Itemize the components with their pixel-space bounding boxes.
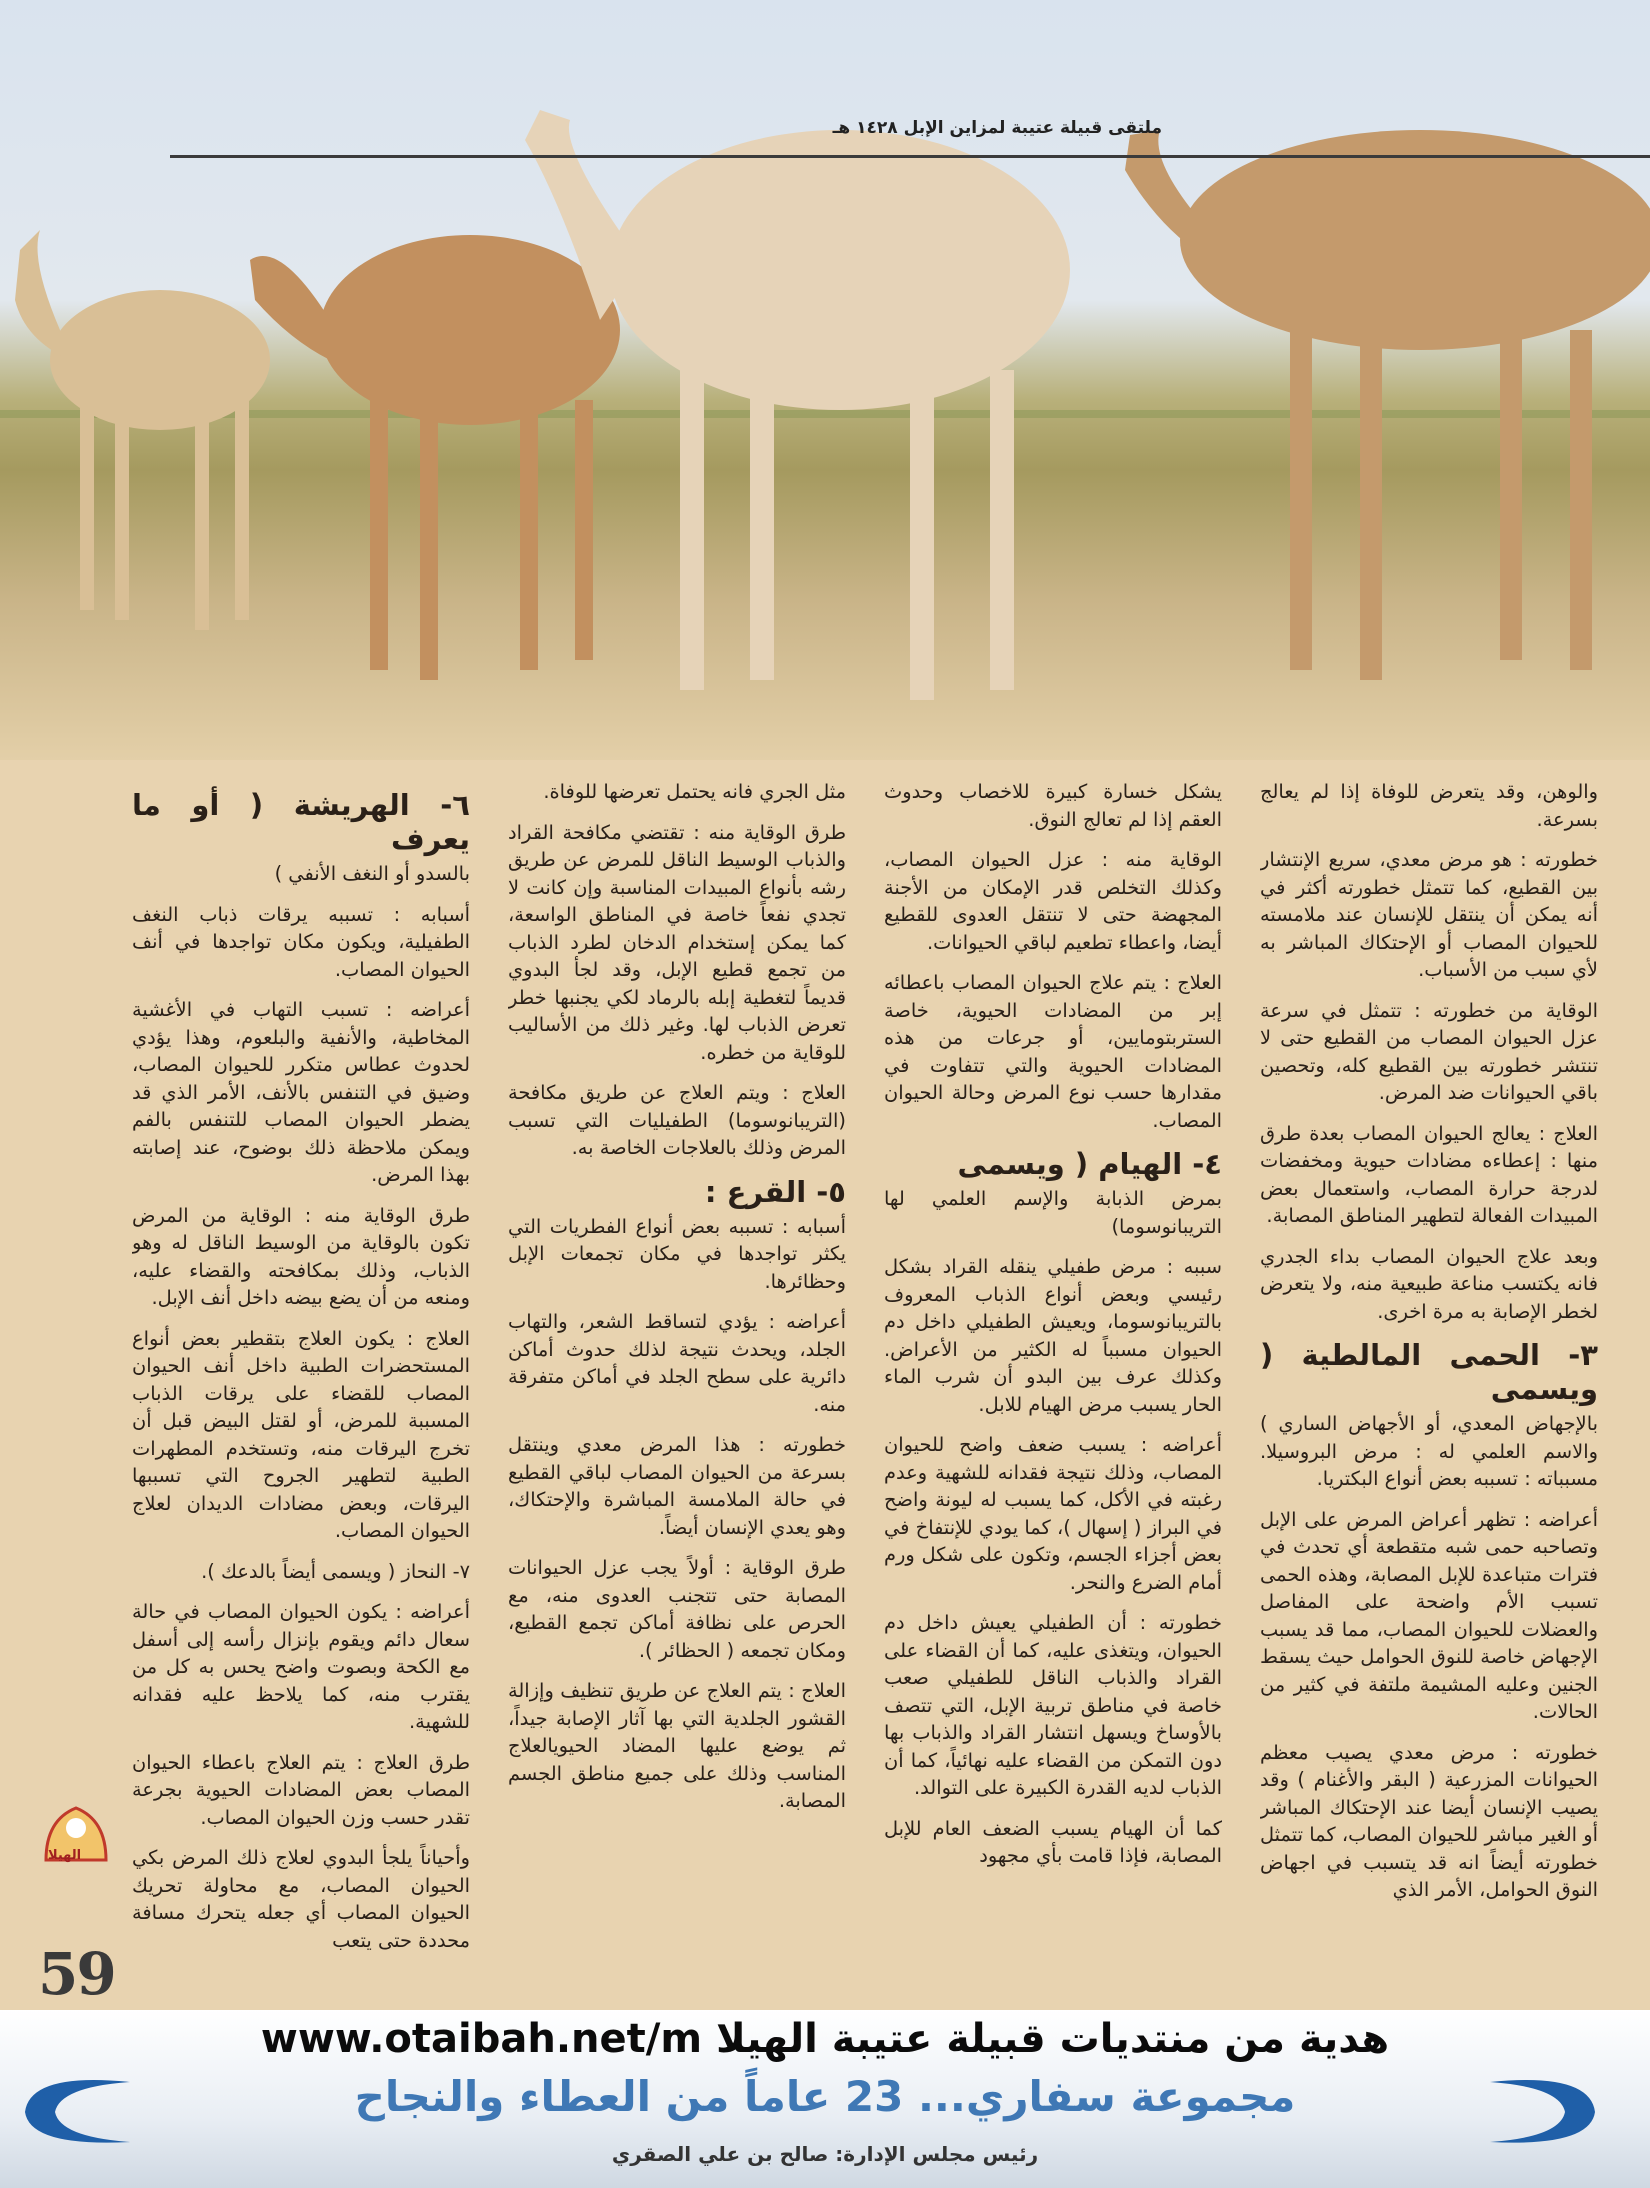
running-header: ملتقى قبيلة عتيبة لمزاين الإبل ١٤٢٨ هـ: [832, 118, 1162, 138]
footer-banner: [0, 2010, 1650, 2188]
paragraph: العلاج : يتم علاج الحيوان المصاب باعطائه إبر من المضادات الحيوية، خاصة الستربتومايين، أو جرعات من هذه المضادات الحيوية والتي تتفاوت في مقدارها حسب نوع المرض وحالة الحيوان المصاب.: [884, 971, 1222, 1132]
section-heading: ٣- الحمى المالطية ( ويسمى: [1260, 1338, 1598, 1406]
camel-4: [1125, 130, 1650, 680]
article-column-2: [884, 778, 1222, 1988]
paragraph: العلاج : يكون العلاج بتقطير بعض أنواع المستحضرات الطبية داخل أنف الحيوان المصاب للقضاء على يرقات الذباب المسببة للمرض، أو لقتل البيض قبل أن تخرج اليرقات منه، وتستخدم المطهرات الطبية لتطهير الجروح التي تسببها اليرقات، وبعض مضادات الديدان لعلاج الحيوان المصاب.: [132, 1326, 470, 1542]
paragraph: الوقاية منه : عزل الحيوان المصاب، وكذلك التخلص قدر الإمكان من الأجنة المجهضة حتى لا تنتقل العدوى للقطيع أيضا، واعطاء تطعيم لباقي الحيوانات.: [884, 848, 1222, 954]
paragraph: طرق الوقاية : أولاً يجب عزل الحيوانات المصابة حتى تتجنب العدوى منه، مع الحرص على نظافة أماكن تجمع القطيع، ومكان تجمعه ( الحظائر ).: [508, 1556, 846, 1662]
chairman-line: رئيس مجلس الإدارة: صالح بن علي الصقري: [611, 2142, 1039, 2166]
paragraph: والوهن، وقد يتعرض للوفاة إذا لم يعالج بسرعة.: [1260, 780, 1598, 831]
paragraph: خطورته : هو مرض معدي، سريع الإنتشار بين القطيع، كما تتمثل خطورته أكثر في أنه يمكن أن ينتقل للإنسان عند ملامسته للحيوان المصاب أو الإحتكاك المباشر به لأي سبب من الأسباب.: [1260, 848, 1598, 981]
paragraph: أعراضه : يؤدي لتساقط الشعر، والتهاب الجلد، ويحدث نتيجة لذلك حدوث أماكن دائرية على سطح الجلد في أماكن متفرقة منه.: [508, 1310, 846, 1416]
paragraph: العلاج : يعالج الحيوان المصاب بعدة طرق منها : إعطاءه مضادات حيوية ومخفضات لدرجة حرارة المصاب، واستعمال بعض المبيدات الفعالة لتطهير المناطق المصابة.: [1260, 1121, 1598, 1227]
paragraph: وبعد علاج الحيوان المصاب بداء الجدري فانه يكتسب مناعة طبيعية منه، ولا يتعرض لخطر الإصابة به مرة اخرى.: [1260, 1244, 1598, 1323]
paragraph: مثل الجري فانه يحتمل تعرضها للوفاة.: [543, 780, 846, 803]
section-heading: ٤- الهيام ( ويسمى: [957, 1147, 1222, 1181]
paragraph: ٧- النحاز ( ويسمى أيضاً بالدعك ).: [201, 1559, 470, 1583]
section-heading: ٦- الهريشة ( أو ما يعرف: [132, 788, 470, 856]
paragraph: أعراضه : تظهر أعراض المرض على الإبل وتصاحبه حمى شبه متقطعة أي تحدث في فترات متباعدة للإبل المصابة، وهذه الحمى تسبب الأم واضحة على المفاصل والعضلات للحيوان المصاب، مما قد يسبب الإجهاض خاصة للنوق الحوامل حيث يسقط الجنين وعليه المشيمة ملتفة في كثير من الحالات.: [1260, 1507, 1598, 1723]
header-rule: [170, 155, 1650, 158]
section-heading: ٥- القرع :: [704, 1174, 846, 1209]
paragraph: خطورته : مرض معدي يصيب معظم الحيوانات المزرعية ( البقر والأغنام ) وقد يصيب الإنسان أيضا عند الإحتكاك المباشر أو الغير مباشر للحيوان المصاب، كما تتمثل خطورته أيضاً انه قد يتسبب في اجهاض النوق الحوامل، الأمر الذي: [1260, 1740, 1598, 1901]
article-body: [132, 778, 1598, 1988]
camel-1: [15, 230, 270, 630]
camels-illustration: [0, 0, 1650, 760]
paragraph: الوقاية من خطورته : تتمثل في سرعة عزل الحيوان المصاب من القطيع حتى لا تنتشر خطورته بين القطيع كله، وتحصين باقي الحيوانات ضد المرض.: [1260, 998, 1598, 1104]
paragraph: أعراضه : تسبب التهاب في الأغشية المخاطية، والأنفية والبلعوم، وهذا يؤدي لحدوث عطاس متكرر للحيوان المصاب، وضيق في التنفس بالأنف، الأمر الذي قد يضطر الحيوان المصاب للتنفس بالفم ويمكن ملاحظة ذلك بوضوح، عند إصابته بهذا المرض.: [132, 998, 470, 1186]
paragraph: طرق الوقاية منه : الوقاية من المرض تكون بالوقاية من الوسيط الناقل له وهو الذباب، وذلك بمكافحته والقضاء عليه، ومنعه من أن يضع بيضه داخل أنف الإبل.: [132, 1203, 470, 1309]
paragraph: بالسدو أو النغف الأنفي ): [274, 862, 470, 885]
article-column-1: [1260, 778, 1598, 1988]
paragraph: بمرض الذبابة والإسم العلمي لها التريبانوسوما): [884, 1187, 1222, 1238]
paragraph: بالإجهاض المعدي، أو الأجهاض الساري ) والاسم العلمي له : مرض البروسيلا. مسبباته : تسببه بعض أنواع البكتريا.: [1260, 1412, 1598, 1490]
paragraph: سببه : مرض طفيلي ينقله القراد بشكل رئيسي وبعض أنواع الذباب المعروف بالتريبانوسوما، ويعيش الطفيلي داخل دم الحيوان مسبباً له الكثير من الأعراض. وكذلك عرف بين البدو أن شرب الماء الحار يسبب مرض الهيام للابل.: [884, 1255, 1222, 1416]
paragraph: أسبابه : تسببه يرقات ذباب النغف الطفيلية، ويكون مكان تواجدها في أنف الحيوان المصاب.: [132, 902, 470, 981]
paragraph: طرق الوقاية منه : تقتضي مكافحة القراد والذباب الوسيط الناقل للمرض عن طريق رشه بأنواع المبيدات المناسبة وإن كانت لا تجدي نفعاً خاصة في المناطق الواسعة، كما يمكن إستخدام الدخان لطرد الذباب من تجمع قطيع الإبل، وقد لجأ البدوي قديماً لتغطية إبله بالرماد لكي يجنبها خطر تعرض الذباب لها. وغير ذلك من الأساليب للوقاية من خطره.: [508, 820, 846, 1064]
alhayla-logo-icon: [40, 1800, 112, 1876]
paragraph: وأحياناً يلجأ البدوي لعلاج ذلك المرض بكي الحيوان المصاب، مع محاولة تحريك الحيوان المصاب أي جعله يتحرك مسافة محددة حتى يتعب: [132, 1846, 470, 1952]
paragraph: العلاج : ويتم العلاج عن طريق مكافحة (التريبانوسوما) الطفيليات التي تسبب المرض وذلك بالعلاجات الخاصة به.: [508, 1081, 846, 1159]
logo-label: الهيلا: [48, 1848, 82, 1863]
article-column-4: [132, 778, 470, 1988]
safari-slogan: مجموعة سفاري... 23 عاماً من العطاء والنجاح: [354, 2072, 1296, 2121]
paragraph: العلاج : يتم العلاج عن طريق تنظيف وإزالة القشور الجلدية التي بها آثار الإصابة جيداً، ثم يوضع عليها المضاد الحيويالعلاج المناسب وذلك على جميع مناطق الجسم المصابة.: [508, 1679, 846, 1812]
article-column-3: [508, 778, 846, 1988]
paragraph: أعراضه : يسبب ضعف واضح للحيوان المصاب، وذلك نتيجة فقدانه للشهية وعدم رغبته في الأكل، كما يسبب له ليونة واضح في البراز ( إسهال )، كما يودي للإنتفاخ في بعض أجزاء الجسم، وتكون على شكل ورم أمام الضرع والنحر.: [884, 1433, 1222, 1594]
paragraph: خطورته : هذا المرض معدي وينتقل بسرعة من الحيوان المصاب لباقي القطيع في حالة الملامسة المباشرة والإحتكاك، وهو يعدي الإنسان أيضاً.: [508, 1433, 846, 1539]
paragraph: كما أن الهيام يسبب الضعف العام للإبل المصابة، فإذا قامت بأي مجهود: [884, 1816, 1222, 1867]
paragraph: خطورته : أن الطفيلي يعيش داخل دم الحيوان، ويتغذى عليه، كما أن القضاء على القراد والذباب الناقل للطفيلي صعب خاصة في مناطق تربية الإبل، التي تتصف بالأوساخ ويسهل انتشار القراد والذباب بها دون التمكن من القضاء عليه نهائياً، كما أن الذباب لديه القدرة الكبيرة على التوالد.: [884, 1611, 1222, 1799]
paragraph: طرق العلاج : يتم العلاج باعطاء الحيوان المصاب بعض المضادات الحيوية بجرعة تقدر حسب وزن الحيوان المصاب.: [132, 1750, 470, 1829]
paragraph: أسبابه : تسببه بعض أنواع الفطريات التي يكثر تواجدها في مكان تجمعات الإبل وحظائرها.: [508, 1214, 846, 1293]
gift-line: هدية من منتديات قبيلة عتيبة الهيلا www.otaibah.net/m: [260, 2016, 1390, 2062]
camel-2: [250, 235, 620, 680]
camels-photo: [0, 0, 1650, 760]
camel-3: [525, 110, 1070, 700]
paragraph: يشكل خسارة كبيرة للاخصاب وحدوث العقم إذا لم تعالج النوق.: [884, 780, 1222, 831]
page-number: 59: [38, 1940, 115, 2008]
paragraph: أعراضه : يكون الحيوان المصاب في حالة سعال دائم ويقوم بإنزال رأسه إلى أسفل مع الكحة وبصوت واضح يحس به كل من يقترب منه، كما يلاحظ عليه فقدانه للشهية.: [132, 1600, 470, 1733]
